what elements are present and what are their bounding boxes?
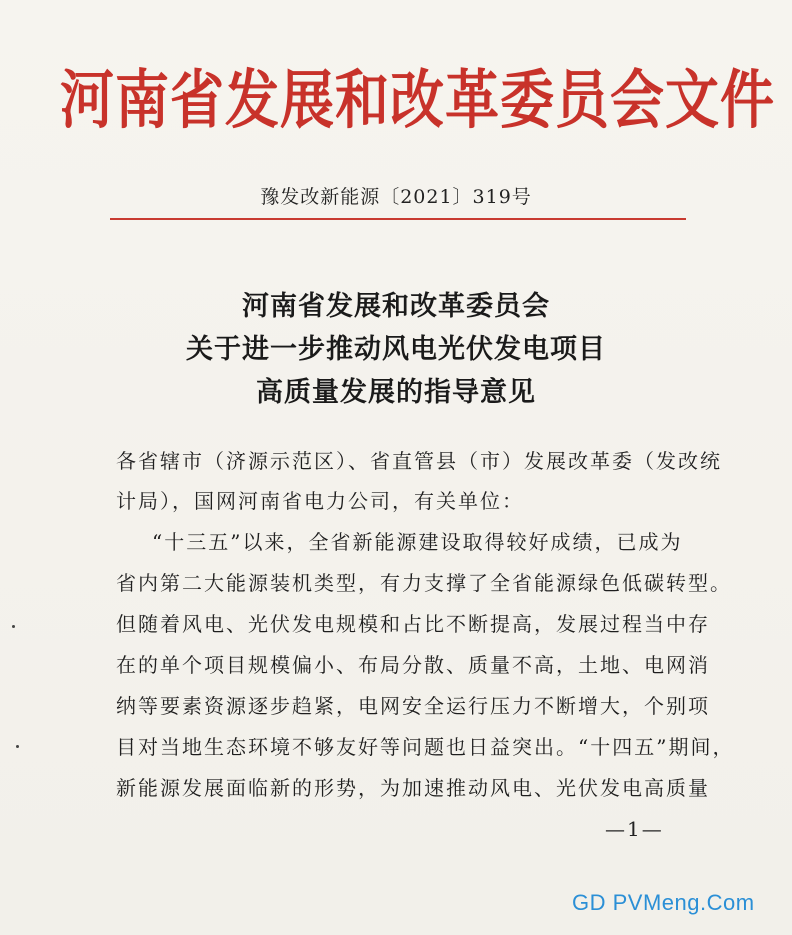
body-line-1: 各省辖市（济源示范区）、省直管县（市）发展改革委（发改统 [116,449,722,473]
scan-speck [16,745,19,748]
body-line-4: 省内第二大能源装机类型，有力支撑了全省能源绿色低碳转型。 [116,571,732,595]
body-line-3: “十三五”以来，全省新能源建设取得较好成绩，已成为 [152,530,683,554]
body-line-8: 目对当地生态环境不够友好等问题也日益突出。“十四五”期间， [116,735,735,759]
page-number: —1— [605,817,664,841]
body-line-5: 但随着风电、光伏发电规模和占比不断提高，发展过程当中存 [116,612,710,636]
document-number: 豫发改新能源〔2021〕319号 [260,186,532,208]
title-line-2: 关于进一步推动风电光伏发电项目 [186,334,606,365]
document-header-title: 河南省发展和改革委员会文件 [60,61,775,138]
watermark-text: GD PVMeng.Com [572,890,755,915]
header-divider [110,218,686,220]
body-line-2: 计局），国网河南省电力公司，有关单位： [116,489,524,513]
title-line-3: 高质量发展的指导意见 [256,377,536,408]
title-line-1: 河南省发展和改革委员会 [242,291,550,322]
body-line-7: 纳等要素资源逐步趋紧，电网安全运行压力不断增大，个别项 [116,694,710,718]
scan-speck [12,625,15,628]
body-line-9: 新能源发展面临新的形势，为加速推动风电、光伏发电高质量 [116,776,710,800]
body-line-6: 在的单个项目规模偏小、布局分散、质量不高，土地、电网消 [116,653,710,677]
